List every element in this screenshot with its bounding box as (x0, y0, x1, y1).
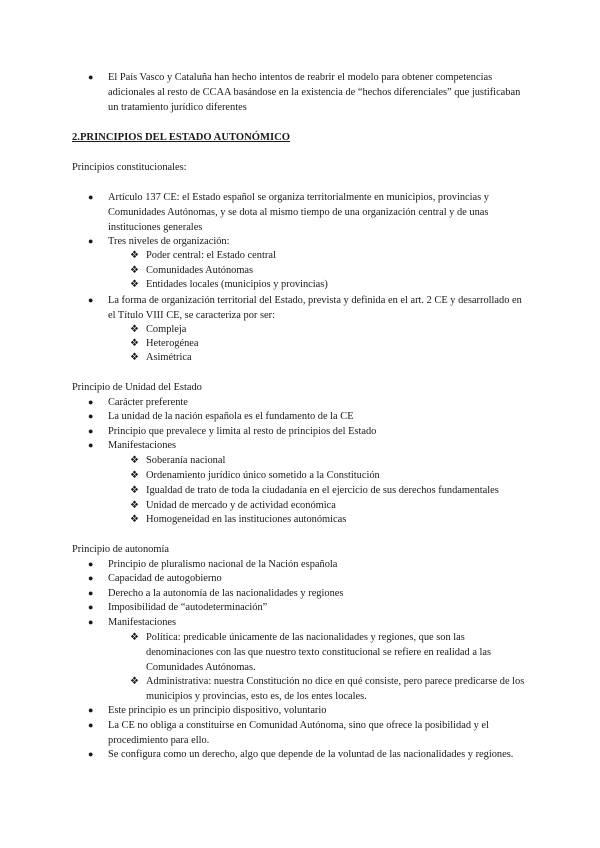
list-item (88, 571, 528, 586)
diamond-bullet-icon: ❖ (130, 324, 139, 335)
subsection-title: Principios constitucionales: (72, 162, 187, 173)
list-item-text: Tres niveles de organización: (108, 236, 230, 247)
diamond-bullet-icon: ❖ (130, 470, 139, 481)
list-item-text: Artículo 137 CE: el Estado español se organiza territorialmente en municipios, provincias y Comunidades Autónomas, y se dota al mismo tiempo de una organización central y de unas instituciones generales (108, 192, 489, 233)
sub-list-item (130, 483, 530, 498)
sub-list-item-text: Homogeneidad en las instituciones autonómicas (146, 514, 347, 525)
diamond-bullet-icon: ❖ (130, 485, 139, 496)
list-item-text: Capacidad de autogobierno (108, 573, 222, 584)
list-item-text: Se configura como un derecho, algo que depende de la voluntad de las nacionalidades y regiones. (108, 749, 514, 760)
list-item (88, 600, 528, 615)
list-item-text: La CE no obliga a constituirse en Comunidad Autónoma, sino que ofrece la posibilidad y el procedimiento para ello. (108, 720, 489, 746)
sub-list-item-text: Igualdad de trato de toda la ciudadanía en el ejercicio de sus derechos fundamentales (146, 485, 499, 496)
list-item (88, 586, 528, 601)
diamond-bullet-icon: ❖ (130, 455, 139, 466)
sub-list-item-text: Poder central: el Estado central (146, 250, 276, 261)
sub-list-item-text: Entidades locales (municipios y provincias) (146, 279, 328, 290)
diamond-bullet-icon: ❖ (130, 338, 139, 349)
sub-list-item-text: Política: predicable únicamente de las nacionalidades y regiones, que son las denominaciones con las que nuestro texto constitucional se refiere en realidad a las Comunidades Autónomas. (146, 632, 492, 673)
bullet-icon: ● (88, 295, 94, 305)
sub-list-item-text: Heterogénea (146, 338, 199, 349)
list-item-text: Manifestaciones (108, 440, 177, 451)
bullet-icon: ● (88, 559, 94, 569)
sub-list-item-text: Compleja (146, 324, 187, 335)
bullet-icon: ● (88, 573, 94, 583)
diamond-bullet-icon: ❖ (130, 265, 139, 276)
bullet-icon: ● (88, 236, 94, 246)
list-item-text: Principio de pluralismo nacional de la Nación española (108, 559, 338, 570)
diamond-bullet-icon: ❖ (130, 279, 139, 290)
bullet-icon: ● (88, 397, 94, 407)
list-item (88, 703, 528, 718)
bullet-icon: ● (88, 705, 94, 715)
bullet-icon: ● (88, 617, 94, 627)
list-item-text: Principio que prevalece y limita al resto de principios del Estado (108, 426, 377, 437)
bullet-icon: ● (88, 72, 94, 82)
diamond-bullet-icon: ❖ (130, 500, 139, 511)
section-title: 2.PRINCIPIOS DEL ESTADO AUTONÓMICO (72, 132, 290, 143)
diamond-bullet-icon: ❖ (130, 250, 139, 261)
sub-list-item (130, 248, 530, 263)
sub-list-item-text: Comunidades Autónomas (146, 265, 254, 276)
bullet-icon: ● (88, 749, 94, 759)
sub-list-item-text: Ordenamiento jurídico único sometido a la Constitución (146, 470, 380, 481)
list-item (88, 557, 528, 572)
bullet-icon: ● (88, 192, 94, 202)
sub-list-item (130, 277, 530, 292)
sub-list-item (130, 630, 530, 675)
bullet-icon: ● (88, 720, 94, 730)
list-item (88, 438, 528, 453)
sub-list-item (130, 468, 530, 483)
sub-list-item-text: Asimétrica (146, 352, 192, 363)
bullet-icon: ● (88, 588, 94, 598)
sub-list-item-text: Administrativa: nuestra Constitución no dice en qué consiste, pero parece predicarse de los municipios y provincias, esto es, de los entes locales. (146, 676, 525, 702)
list-item-text: El País Vasco y Cataluña han hecho intentos de reabrir el modelo para obtener competencias adicionales al resto de CCAA basándose en la existencia de “hechos diferenciales” que justificaban un tratamiento jurídico diferentes (108, 72, 521, 113)
list-item (88, 747, 528, 762)
list-item (88, 70, 528, 115)
bullet-icon: ● (88, 411, 94, 421)
subsection-title: Principio de Unidad del Estado (72, 382, 202, 393)
list-item-text: La forma de organización territorial del Estado, prevista y definida en el art. 2 CE y desarrollado en el Título VIII CE, se caracteriza por ser: (108, 295, 522, 321)
list-item (88, 718, 528, 748)
subsection-title: Principio de autonomía (72, 544, 169, 555)
diamond-bullet-icon: ❖ (130, 514, 139, 525)
sub-list-item-text: Soberanía nacional (146, 455, 226, 466)
list-item (88, 234, 528, 249)
sub-list-item (130, 336, 530, 351)
sub-list-item-text: Unidad de mercado y de actividad económica (146, 500, 336, 511)
diamond-bullet-icon: ❖ (130, 676, 139, 687)
list-item-text: Carácter preferente (108, 397, 188, 408)
diamond-bullet-icon: ❖ (130, 632, 139, 643)
list-item-text: Este principio es un principio dispositivo, voluntario (108, 705, 327, 716)
list-item-text: Imposibilidad de “autodeterminación” (108, 602, 268, 613)
bullet-icon: ● (88, 602, 94, 612)
list-item (88, 409, 528, 424)
sub-list-item (130, 674, 530, 704)
list-item-text: Derecho a la autonomía de las nacionalidades y regiones (108, 588, 344, 599)
sub-list-item (130, 453, 530, 468)
diamond-bullet-icon: ❖ (130, 352, 139, 363)
sub-list-item (130, 498, 530, 513)
bullet-icon: ● (88, 426, 94, 436)
list-item (88, 190, 528, 235)
bullet-icon: ● (88, 440, 94, 450)
list-item (88, 615, 528, 630)
sub-list-item (130, 512, 530, 527)
sub-list-item (130, 322, 530, 337)
list-item-text: Manifestaciones (108, 617, 177, 628)
sub-list-item (130, 350, 530, 365)
list-item (88, 424, 528, 439)
list-item (88, 293, 528, 323)
list-item-text: La unidad de la nación española es el fundamento de la CE (108, 411, 354, 422)
list-item (88, 395, 528, 410)
sub-list-item (130, 263, 530, 278)
